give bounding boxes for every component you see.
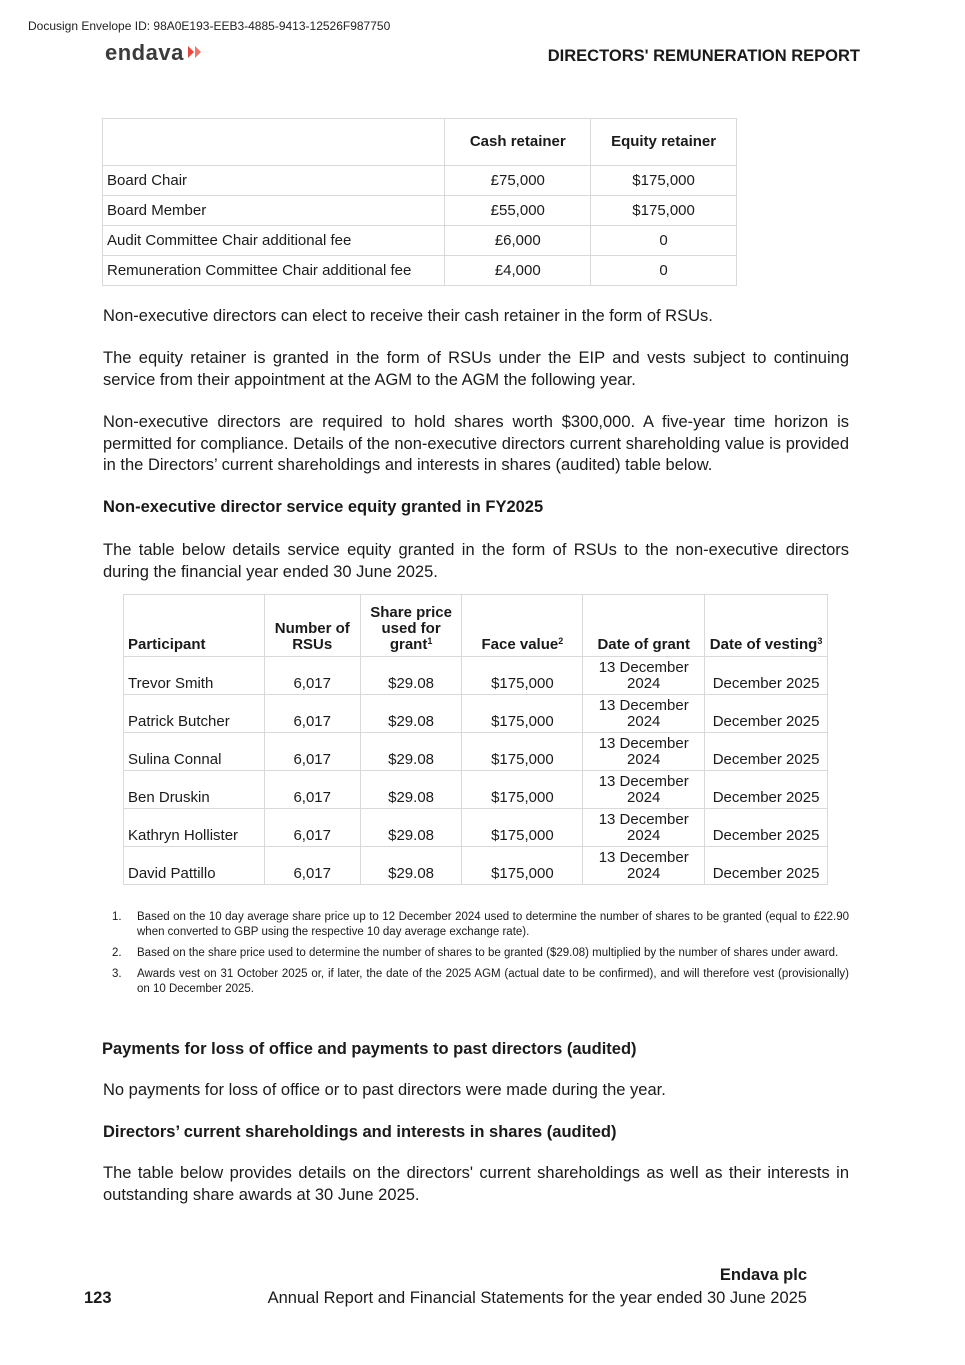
table-row bbox=[103, 166, 737, 196]
participant-name: Trevor Smith bbox=[124, 657, 265, 695]
participant-name: Ben Druskin bbox=[124, 771, 265, 809]
table-row bbox=[124, 657, 828, 695]
header-share-price bbox=[360, 595, 462, 657]
footnote bbox=[112, 910, 849, 940]
rsu-count: 6,017 bbox=[264, 695, 360, 733]
paragraph-equity-retainer: The equity retainer is granted in the form of RSUs under the EIP and vests subject to continuing service from their appointment at the AGM to the AGM the following year. bbox=[103, 349, 849, 389]
date-of-grant: 13 December 2024 bbox=[583, 771, 705, 809]
footnote bbox=[112, 967, 849, 997]
paragraph-shareholdings-intro: The table below provides details on the directors' current shareholdings as well as their interests in outstanding share awards at 30 June 2025. bbox=[103, 1164, 849, 1204]
table-row bbox=[124, 809, 828, 847]
footnote-text: Based on the 10 day average share price up to 12 December 2024 used to determine the number of shares to be granted (equal to £22.90 when converted to GBP using the respective 10 day average exchange rate). bbox=[137, 911, 849, 938]
logo-mark-icon bbox=[187, 40, 203, 66]
rsu-count: 6,017 bbox=[264, 809, 360, 847]
equity-table-header bbox=[124, 595, 828, 657]
footnote-ref: 2 bbox=[558, 636, 564, 646]
cash-retainer: £6,000 bbox=[445, 226, 591, 256]
rsu-count: 6,017 bbox=[264, 733, 360, 771]
date-of-vesting: December 2025 bbox=[705, 847, 828, 885]
table-row bbox=[124, 771, 828, 809]
fees-header-cell: Equity retainer bbox=[591, 119, 737, 166]
cash-retainer: £55,000 bbox=[445, 196, 591, 226]
date-of-vesting: December 2025 bbox=[705, 695, 828, 733]
envelope-id: Docusign Envelope ID: 98A0E193-EEB3-4885-9413-12526F987750 bbox=[28, 19, 391, 33]
header-face-value-label: Face value bbox=[481, 636, 559, 653]
date-of-vesting: December 2025 bbox=[705, 657, 828, 695]
equity-retainer: 0 bbox=[591, 226, 737, 256]
participant-name: David Pattillo bbox=[124, 847, 265, 885]
rsu-count: 6,017 bbox=[264, 657, 360, 695]
table-row bbox=[103, 256, 737, 286]
share-price: $29.08 bbox=[360, 809, 462, 847]
share-price: $29.08 bbox=[360, 771, 462, 809]
fees-table bbox=[102, 118, 737, 286]
table-row bbox=[124, 847, 828, 885]
face-value: $175,000 bbox=[462, 657, 583, 695]
header-face-value bbox=[462, 595, 583, 657]
date-of-vesting: December 2025 bbox=[705, 809, 828, 847]
table-row bbox=[103, 196, 737, 226]
fee-role: Audit Committee Chair additional fee bbox=[103, 226, 445, 256]
footnotes bbox=[112, 910, 849, 1003]
equity-retainer: $175,000 bbox=[591, 166, 737, 196]
footnote-text: Based on the share price used to determine the number of shares to be granted ($29.08) multiplied by the number of shares under award. bbox=[137, 947, 839, 959]
header-share-price-label: Share price used for grant bbox=[370, 604, 452, 653]
face-value: $175,000 bbox=[462, 771, 583, 809]
cash-retainer: £4,000 bbox=[445, 256, 591, 286]
rsu-count: 6,017 bbox=[264, 771, 360, 809]
footer-company: Endava plc bbox=[719, 1266, 807, 1284]
fees-table-header bbox=[103, 119, 737, 166]
footnote-ref: 3 bbox=[817, 636, 823, 646]
fees-header-cell bbox=[103, 119, 445, 166]
rsu-count: 6,017 bbox=[264, 847, 360, 885]
header-rsus: Number of RSUs bbox=[264, 595, 360, 657]
footnote-number: 1. bbox=[112, 911, 122, 923]
face-value: $175,000 bbox=[462, 695, 583, 733]
footnote-ref: 1 bbox=[427, 636, 433, 646]
date-of-vesting: December 2025 bbox=[705, 771, 828, 809]
paragraph-shareholding-requirement: Non-executive directors are required to hold shares worth $300,000. A five-year time horizon is permitted for compliance. Details of the non-executive directors current shareholding value is provided in the Directors’ current shareholdings and interests in shares (audited) table below. bbox=[103, 413, 849, 474]
report-title: DIRECTORS' REMUNERATION REPORT bbox=[547, 47, 860, 65]
share-price: $29.08 bbox=[360, 695, 462, 733]
date-of-grant: 13 December 2024 bbox=[583, 733, 705, 771]
fee-role: Board Member bbox=[103, 196, 445, 226]
footnote bbox=[112, 946, 849, 961]
face-value: $175,000 bbox=[462, 847, 583, 885]
date-of-grant: 13 December 2024 bbox=[583, 809, 705, 847]
date-of-grant: 13 December 2024 bbox=[583, 847, 705, 885]
table-row bbox=[103, 226, 737, 256]
participant-name: Patrick Butcher bbox=[124, 695, 265, 733]
footnote-number: 2. bbox=[112, 947, 122, 959]
equity-retainer: 0 bbox=[591, 256, 737, 286]
equity-retainer: $175,000 bbox=[591, 196, 737, 226]
table-row bbox=[124, 733, 828, 771]
equity-granted-table bbox=[123, 594, 828, 885]
footer-doc-title: Annual Report and Financial Statements for the year ended 30 June 2025 bbox=[267, 1289, 807, 1307]
participant-name: Kathryn Hollister bbox=[124, 809, 265, 847]
logo-text: endava bbox=[105, 40, 184, 65]
header-date-of-grant: Date of grant bbox=[583, 595, 705, 657]
header-participant: Participant bbox=[124, 595, 265, 657]
footnote-text: Awards vest on 31 October 2025 or, if later, the date of the 2025 AGM (actual date to be confirmed), and will therefore vest (provisionally) on 10 December 2025. bbox=[137, 968, 849, 995]
section-heading-shareholdings: Directors’ current shareholdings and interests in shares (audited) bbox=[103, 1123, 617, 1141]
fees-header-cell: Cash retainer bbox=[445, 119, 591, 166]
paragraph-cash-retainer: Non-executive directors can elect to receive their cash retainer in the form of RSUs. bbox=[103, 307, 713, 325]
date-of-vesting: December 2025 bbox=[705, 733, 828, 771]
fee-role: Remuneration Committee Chair additional fee bbox=[103, 256, 445, 286]
section-heading-loss-of-office: Payments for loss of office and payments to past directors (audited) bbox=[102, 1040, 637, 1058]
date-of-grant: 13 December 2024 bbox=[583, 657, 705, 695]
participant-name: Sulina Connal bbox=[124, 733, 265, 771]
date-of-grant: 13 December 2024 bbox=[583, 695, 705, 733]
share-price: $29.08 bbox=[360, 733, 462, 771]
endava-logo bbox=[105, 40, 203, 66]
page-number: 123 bbox=[84, 1289, 112, 1307]
paragraph-loss-of-office: No payments for loss of office or to past directors were made during the year. bbox=[103, 1081, 666, 1099]
section-heading-equity-granted: Non-executive director service equity granted in FY2025 bbox=[103, 498, 544, 516]
share-price: $29.08 bbox=[360, 847, 462, 885]
face-value: $175,000 bbox=[462, 809, 583, 847]
fee-role: Board Chair bbox=[103, 166, 445, 196]
face-value: $175,000 bbox=[462, 733, 583, 771]
header-date-of-vesting bbox=[705, 595, 828, 657]
share-price: $29.08 bbox=[360, 657, 462, 695]
table-row bbox=[124, 695, 828, 733]
footnote-number: 3. bbox=[112, 968, 122, 980]
paragraph-equity-intro: The table below details service equity granted in the form of RSUs to the non-executive directors during the financial year ended 30 June 2025. bbox=[103, 541, 849, 581]
header-date-of-vesting-label: Date of vesting bbox=[709, 636, 818, 653]
cash-retainer: £75,000 bbox=[445, 166, 591, 196]
